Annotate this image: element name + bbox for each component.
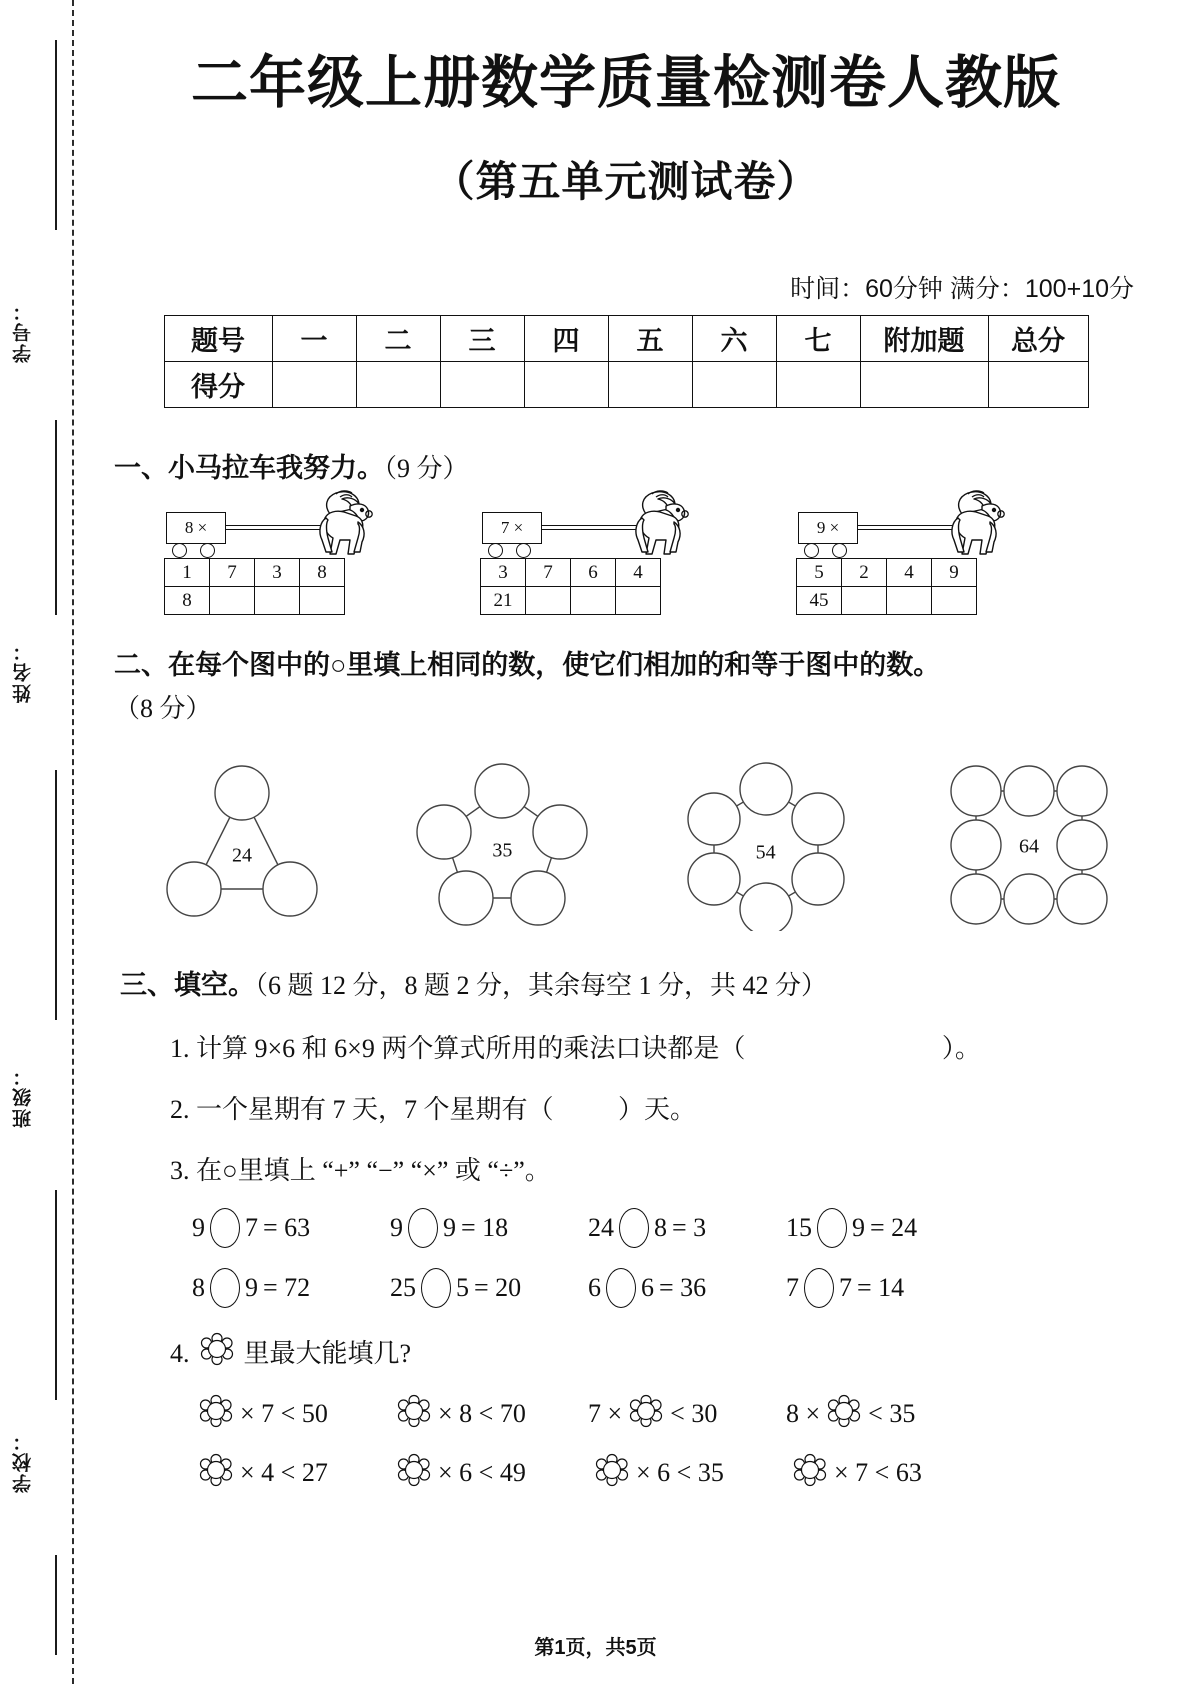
flower-icon[interactable] — [827, 1394, 861, 1435]
table-row — [797, 587, 977, 615]
cart-answer-cell[interactable] — [526, 587, 571, 615]
section-one-title: 一、小马拉车我努力。 — [114, 452, 384, 483]
score-cell[interactable] — [608, 361, 692, 407]
cart-number-cell: 3 — [481, 559, 526, 587]
question-4 — [170, 1332, 1156, 1375]
equation-result: = 72 — [263, 1273, 311, 1303]
cart-number-cell: 2 — [842, 559, 887, 587]
operand-left: 6 — [588, 1273, 601, 1303]
section-three-points: （6 题 12 分，8 题 2 分，其余每空 1 分，共 42 分） — [255, 970, 828, 1000]
wagon-wheel-icon — [804, 543, 819, 558]
rail-rule — [55, 420, 57, 615]
score-table-row-label: 得分 — [164, 361, 272, 407]
operand-left: 7 — [786, 1273, 799, 1303]
horse-cart-exercises — [164, 502, 1156, 615]
flower-row-2 — [192, 1453, 1156, 1494]
wagon-wheel-icon — [516, 543, 531, 558]
operand-left: 25 — [390, 1273, 416, 1303]
flower-icon[interactable] — [629, 1394, 663, 1435]
question-1-tail: ）。 — [941, 1034, 981, 1064]
flower-icon[interactable] — [793, 1453, 827, 1494]
rail-rule — [55, 40, 57, 230]
flower-icon[interactable] — [397, 1453, 431, 1494]
rail-rule — [55, 1190, 57, 1400]
equation-result: = 3 — [672, 1213, 707, 1243]
operand-right: 9 — [443, 1213, 456, 1243]
flower-inequality — [390, 1394, 588, 1435]
horse-cart-unit — [164, 502, 432, 615]
question-3-text: 在○里填上 “+” “−” “×” 或 “÷”。 — [196, 1156, 551, 1186]
flower-inequality — [786, 1394, 984, 1435]
operator-blank[interactable] — [804, 1268, 834, 1308]
cart-number-cell: 8 — [300, 559, 345, 587]
operand-right: 9 — [852, 1213, 865, 1243]
figure-pentagon — [409, 751, 595, 931]
operand-right: 9 — [245, 1273, 258, 1303]
cart-answer-cell[interactable] — [210, 587, 255, 615]
binding-margin — [0, 0, 72, 1684]
score-cell[interactable] — [524, 361, 608, 407]
operand-left: 24 — [588, 1213, 614, 1243]
figure-value: 64 — [1018, 835, 1039, 858]
figure-value: 35 — [492, 839, 513, 862]
field-school: 学校： — [13, 1430, 34, 1493]
question-4-text: 里最大能填几? — [243, 1339, 412, 1369]
horse-icon — [608, 488, 698, 565]
section-one-heading — [114, 448, 1156, 489]
cart-number-cell: 9 — [932, 559, 977, 587]
wagon-factor: 7 × — [482, 512, 542, 544]
flower-post: × 7 < 63 — [834, 1458, 922, 1488]
operand-left: 9 — [192, 1213, 205, 1243]
cart-illustration — [480, 502, 748, 558]
flower-inequality — [588, 1394, 786, 1435]
score-col-4: 四 — [524, 315, 608, 361]
operator-blank[interactable] — [210, 1268, 240, 1308]
flower-icon[interactable] — [199, 1453, 233, 1494]
flower-pre: 7 × — [588, 1399, 623, 1429]
horse-cart-unit — [480, 502, 748, 615]
operator-row-2 — [192, 1268, 1156, 1308]
section-two-points: （8 分） — [114, 693, 212, 723]
question-3-number: 3. — [170, 1156, 190, 1186]
rail-rule — [55, 770, 57, 1020]
score-cell[interactable] — [692, 361, 776, 407]
score-col-7: 七 — [776, 315, 860, 361]
score-col-extra: 附加题 — [860, 315, 988, 361]
flower-inequality — [588, 1453, 786, 1494]
table-row — [481, 587, 661, 615]
operand-left: 9 — [390, 1213, 403, 1243]
operator-blank[interactable] — [408, 1208, 438, 1248]
wagon-factor: 8 × — [166, 512, 226, 544]
equation — [192, 1208, 390, 1248]
score-cell[interactable] — [440, 361, 524, 407]
wagon-factor: 9 × — [798, 512, 858, 544]
score-cell[interactable] — [272, 361, 356, 407]
equation-result: = 24 — [870, 1213, 918, 1243]
cart-answer-cell[interactable]: 45 — [797, 587, 842, 615]
cart-answer-cell[interactable] — [571, 587, 616, 615]
equation — [390, 1268, 588, 1308]
cart-number-cell: 1 — [165, 559, 210, 587]
section-two-heading: 二、在每个图中的○里填上相同的数，使它们相加的和等于图中的数。 — [114, 650, 941, 681]
score-cell[interactable] — [356, 361, 440, 407]
flower-icon — [200, 1332, 234, 1375]
operator-blank[interactable] — [619, 1208, 649, 1248]
flower-icon[interactable] — [199, 1394, 233, 1435]
flower-post: × 6 < 49 — [438, 1458, 526, 1488]
equation — [786, 1208, 984, 1248]
cart-table — [480, 558, 661, 615]
flower-icon[interactable] — [595, 1453, 629, 1494]
flower-post: × 8 < 70 — [438, 1399, 526, 1429]
equation — [588, 1208, 786, 1248]
flower-post: × 6 < 35 — [636, 1458, 724, 1488]
equation — [786, 1268, 984, 1308]
cart-number-cell: 4 — [616, 559, 661, 587]
operand-right: 8 — [654, 1213, 667, 1243]
question-3 — [170, 1153, 1156, 1188]
section-three-title: 三、填空。 — [120, 969, 255, 1000]
table-row — [164, 361, 1088, 407]
cart-answer-cell[interactable] — [887, 587, 932, 615]
horse-icon — [292, 488, 382, 565]
flower-inequality — [192, 1394, 390, 1435]
cart-answer-cell[interactable] — [842, 587, 887, 615]
cart-number-cell: 4 — [887, 559, 932, 587]
equation — [192, 1268, 390, 1308]
equation-result: = 20 — [474, 1273, 522, 1303]
wagon-wheel-icon — [172, 543, 187, 558]
flower-row-1 — [192, 1394, 1156, 1435]
flower-post: × 4 < 27 — [240, 1458, 328, 1488]
score-col-2: 二 — [356, 315, 440, 361]
equation — [390, 1208, 588, 1248]
section-one-points: （9 分） — [384, 453, 469, 483]
score-cell[interactable] — [776, 361, 860, 407]
cart-answer-cell[interactable] — [255, 587, 300, 615]
operand-right: 7 — [839, 1273, 852, 1303]
cart-answer-cell[interactable] — [932, 587, 977, 615]
equation — [588, 1268, 786, 1308]
score-table — [164, 315, 1089, 408]
flower-inequality — [390, 1453, 588, 1494]
operator-blank[interactable] — [817, 1208, 847, 1248]
cart-answer-cell[interactable]: 8 — [165, 587, 210, 615]
cart-number-cell: 5 — [797, 559, 842, 587]
table-row — [165, 587, 345, 615]
question-2 — [170, 1092, 1156, 1127]
flower-post: < 30 — [670, 1399, 718, 1429]
question-2-tail: ）天。 — [618, 1095, 697, 1125]
operand-right: 7 — [245, 1213, 258, 1243]
page-title: 二年级上册数学质量检测卷人教版 — [191, 51, 1061, 115]
operand-right: 6 — [641, 1273, 654, 1303]
horse-icon — [924, 488, 1014, 565]
equation-result: = 18 — [461, 1213, 509, 1243]
operand-left: 15 — [786, 1213, 812, 1243]
operator-blank[interactable] — [606, 1268, 636, 1308]
flower-inequality — [192, 1453, 390, 1494]
field-name: 姓名： — [13, 640, 34, 703]
cart-number-cell: 3 — [255, 559, 300, 587]
figure-value: 54 — [755, 841, 776, 864]
question-1-number: 1. — [170, 1034, 190, 1064]
page-footer: 第1页，共5页 — [534, 1637, 657, 1659]
operator-blank[interactable] — [210, 1208, 240, 1248]
figure-octagon — [936, 751, 1122, 931]
flower-post: < 35 — [868, 1399, 916, 1429]
cart-table — [164, 558, 345, 615]
flower-post: × 7 < 50 — [240, 1399, 328, 1429]
score-col-total: 总分 — [988, 315, 1088, 361]
cart-number-cell: 7 — [526, 559, 571, 587]
cart-number-cell: 7 — [210, 559, 255, 587]
field-class: 班级： — [13, 1065, 34, 1128]
field-student-id: 学号： — [13, 300, 34, 363]
cart-answer-cell[interactable] — [616, 587, 661, 615]
exam-meta: 时间：60分钟 满分：100+10分 — [790, 274, 1134, 303]
cart-table — [796, 558, 977, 615]
flower-icon[interactable] — [397, 1394, 431, 1435]
operand-left: 8 — [192, 1273, 205, 1303]
question-1-text: 计算 9×6 和 6×9 两个算式所用的乘法口诀都是（ — [196, 1034, 746, 1064]
score-col-6: 六 — [692, 315, 776, 361]
operator-blank[interactable] — [421, 1268, 451, 1308]
flower-pre: 8 × — [786, 1399, 821, 1429]
wagon-wheel-icon — [832, 543, 847, 558]
score-cell[interactable] — [860, 361, 988, 407]
cart-answer-cell[interactable] — [300, 587, 345, 615]
flower-inequality — [786, 1453, 984, 1494]
score-col-5: 五 — [608, 315, 692, 361]
cart-number-cell: 6 — [571, 559, 616, 587]
figure-value: 24 — [232, 844, 252, 867]
equation-result: = 36 — [659, 1273, 707, 1303]
question-2-text: 一个星期有 7 天，7 个星期有（ — [196, 1095, 554, 1125]
cart-answer-cell[interactable]: 21 — [481, 587, 526, 615]
wagon-wheel-icon — [488, 543, 503, 558]
wagon-wheel-icon — [200, 543, 215, 558]
horse-cart-unit — [796, 502, 1064, 615]
question-4-number: 4. — [170, 1339, 190, 1369]
polygon-figures — [152, 751, 1122, 931]
table-row — [164, 315, 1088, 361]
operand-right: 5 — [456, 1273, 469, 1303]
score-col-1: 一 — [272, 315, 356, 361]
score-col-3: 三 — [440, 315, 524, 361]
question-1 — [170, 1031, 1156, 1066]
equation-result: = 14 — [857, 1273, 905, 1303]
section-three-heading — [120, 965, 1156, 1006]
cart-illustration — [164, 502, 432, 558]
score-cell[interactable] — [988, 361, 1088, 407]
worksheet-page — [96, 0, 1156, 1684]
figure-hexagon — [673, 751, 859, 931]
equation-result: = 63 — [263, 1213, 311, 1243]
operator-row-1 — [192, 1208, 1156, 1248]
score-table-row-label: 题号 — [164, 315, 272, 361]
figure-triangle — [152, 751, 332, 931]
page-subtitle: （第五单元测试卷） — [432, 157, 820, 205]
cart-illustration — [796, 502, 1064, 558]
dashed-fold-line — [72, 0, 74, 1684]
question-2-number: 2. — [170, 1095, 190, 1125]
